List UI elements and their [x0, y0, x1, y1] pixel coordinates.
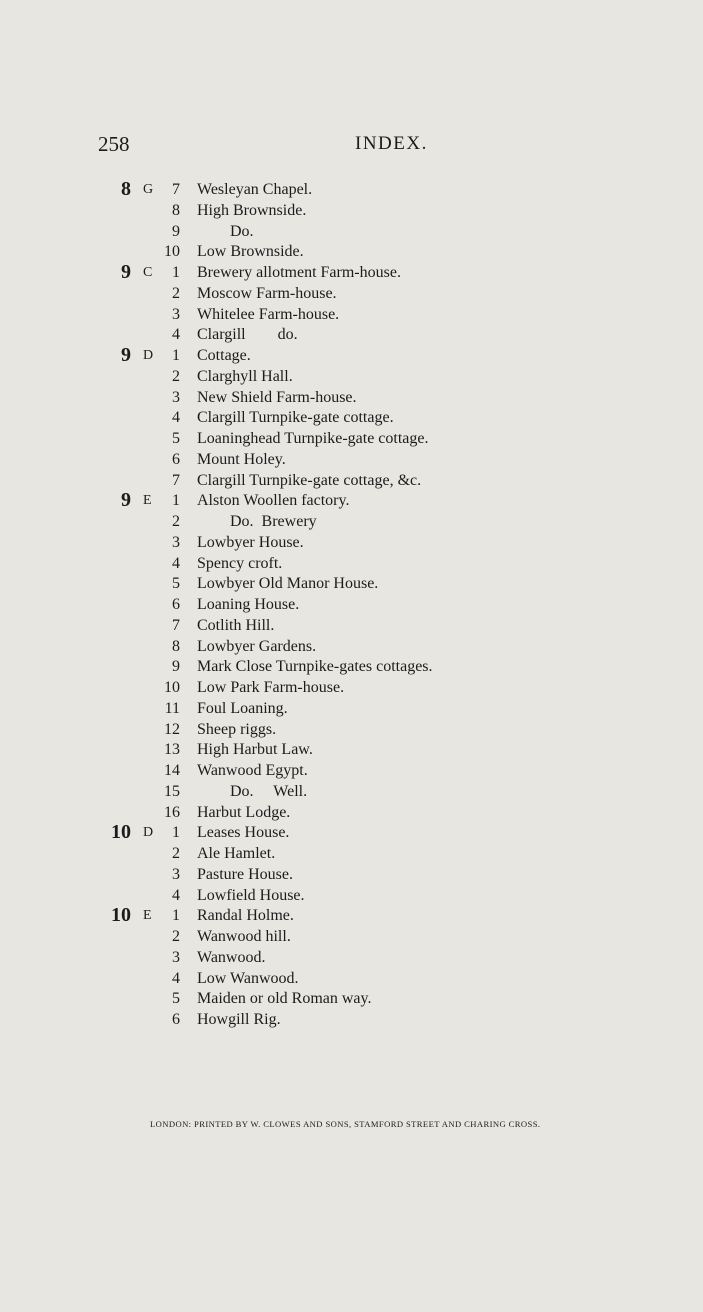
index-row	[0, 699, 703, 720]
index-row	[0, 408, 703, 429]
page-number: 258	[98, 132, 130, 156]
index-entries	[0, 180, 703, 1031]
index-row	[0, 491, 703, 512]
item-name: Randal Holme.	[197, 907, 294, 925]
item-name: Spency croft.	[197, 554, 283, 572]
item-name: New Shield Farm-house.	[197, 388, 357, 406]
index-row	[0, 865, 703, 886]
index-row	[0, 471, 703, 492]
item-name: Clarghyll Hall.	[197, 367, 293, 385]
running-title: INDEX.	[355, 133, 428, 154]
index-row	[0, 512, 703, 533]
item-number: 1	[172, 492, 180, 510]
item-number: 12	[164, 720, 180, 738]
item-name: Cottage.	[197, 347, 251, 364]
item-name: Howgill Rig.	[197, 1011, 281, 1028]
item-name: Loaninghead Turnpike-gate cottage.	[197, 430, 429, 447]
item-name: Wesleyan Chapel.	[197, 181, 313, 198]
section-number: 10	[111, 904, 131, 927]
index-row	[0, 263, 703, 284]
item-name: Low Brownside.	[197, 243, 304, 261]
index-row	[0, 595, 703, 616]
item-name: Clargill Turnpike-gate cottage, &c.	[197, 471, 422, 489]
index-row	[0, 367, 703, 388]
section-letter: E	[143, 908, 152, 924]
item-name: Lowbyer House.	[197, 533, 304, 551]
index-row	[0, 284, 703, 305]
section-letter: G	[143, 182, 154, 197]
item-number: 3	[172, 305, 180, 323]
index-row	[0, 388, 703, 409]
item-name: Lowfield House.	[197, 886, 305, 904]
item-name: Loaning House.	[197, 596, 300, 613]
item-number: 4	[172, 326, 180, 344]
index-row	[0, 1010, 703, 1031]
item-number: 15	[164, 782, 180, 800]
section-letter: D	[143, 825, 154, 841]
index-row	[0, 325, 703, 346]
item-number: 1	[172, 347, 180, 364]
item-number: 2	[172, 928, 180, 945]
index-row	[0, 906, 703, 927]
index-row	[0, 201, 703, 222]
item-name: Alston Woollen factory.	[197, 492, 350, 510]
item-number: 2	[172, 845, 180, 862]
item-name: Low Park Farm-house.	[197, 679, 345, 696]
item-name: Mark Close Turnpike-gates cottages.	[197, 658, 433, 676]
index-row	[0, 740, 703, 761]
item-name: High Harbut Law.	[197, 741, 313, 759]
section-letter: D	[143, 348, 154, 363]
item-number: 6	[172, 450, 180, 468]
section-number: 10	[111, 821, 131, 844]
item-number: 5	[172, 575, 180, 593]
item-number: 13	[164, 741, 180, 759]
item-name: Ale Hamlet.	[197, 845, 276, 862]
index-row	[0, 450, 703, 471]
item-number: 4	[172, 554, 180, 572]
item-number: 8	[172, 637, 180, 655]
item-name: Moscow Farm-house.	[197, 284, 337, 302]
item-name: Pasture House.	[197, 865, 293, 883]
index-row	[0, 346, 703, 367]
item-number: 2	[172, 367, 180, 385]
item-number: 14	[164, 762, 180, 779]
index-row	[0, 637, 703, 658]
item-name: Do. Brewery	[230, 513, 317, 530]
index-row	[0, 222, 703, 243]
item-number: 11	[164, 699, 180, 717]
printer-imprint: LONDON: PRINTED BY W. CLOWES AND SONS, STAMFORD STREET AND CHARING CROSS.	[150, 1119, 541, 1129]
index-row	[0, 761, 703, 782]
item-name: Foul Loaning.	[197, 699, 288, 717]
item-number: 16	[164, 803, 180, 821]
item-number: 2	[172, 513, 180, 530]
index-row	[0, 554, 703, 575]
index-row	[0, 948, 703, 969]
item-name: Lowbyer Old Manor House.	[197, 575, 379, 593]
item-number: 10	[164, 679, 180, 696]
index-row	[0, 969, 703, 990]
index-row	[0, 844, 703, 865]
item-number: 1	[172, 907, 180, 925]
index-row	[0, 657, 703, 678]
item-name: Clargill Turnpike-gate cottage.	[197, 409, 394, 427]
item-number: 1	[172, 264, 180, 281]
item-name: Cotlith Hill.	[197, 616, 275, 634]
item-number: 3	[172, 533, 180, 551]
index-row	[0, 429, 703, 450]
section-number: 9	[121, 344, 131, 366]
item-name: Mount Holey.	[197, 450, 286, 468]
item-number: 8	[172, 201, 180, 219]
section-letter: E	[143, 493, 152, 509]
item-number: 3	[172, 865, 180, 883]
item-number: 4	[172, 886, 180, 904]
index-row	[0, 180, 703, 201]
item-number: 2	[172, 284, 180, 302]
item-number: 4	[172, 409, 180, 427]
item-number: 6	[172, 1011, 180, 1028]
item-number: 9	[172, 658, 180, 676]
item-name: Lowbyer Gardens.	[197, 637, 317, 655]
item-number: 9	[172, 222, 180, 240]
item-number: 3	[172, 948, 180, 966]
index-row	[0, 989, 703, 1010]
section-number: 9	[121, 261, 131, 283]
section-number: 8	[121, 178, 131, 200]
item-number: 1	[172, 824, 180, 842]
item-name: Do. Well.	[230, 782, 308, 800]
item-name: Wanwood.	[197, 948, 266, 966]
index-row	[0, 533, 703, 554]
index-row	[0, 242, 703, 263]
section-number: 9	[121, 489, 131, 512]
item-name: Low Wanwood.	[197, 969, 299, 987]
item-name: Leases House.	[197, 824, 290, 842]
item-name: Brewery allotment Farm-house.	[197, 264, 401, 281]
item-number: 3	[172, 388, 180, 406]
item-number: 7	[172, 616, 180, 634]
item-name: Do.	[230, 222, 254, 240]
index-row	[0, 305, 703, 326]
index-row	[0, 886, 703, 907]
index-row	[0, 616, 703, 637]
item-name: Maiden or old Roman way.	[197, 990, 372, 1008]
item-number: 10	[164, 243, 180, 261]
item-name: Sheep riggs.	[197, 720, 277, 738]
item-name: Clargill do.	[197, 326, 298, 344]
index-row	[0, 574, 703, 595]
item-name: Wanwood Egypt.	[197, 762, 308, 779]
index-row	[0, 782, 703, 803]
item-number: 7	[172, 471, 180, 489]
item-name: Wanwood hill.	[197, 928, 291, 945]
item-number: 6	[172, 596, 180, 613]
index-row	[0, 803, 703, 824]
item-number: 7	[172, 181, 180, 198]
index-row	[0, 720, 703, 741]
index-row	[0, 927, 703, 948]
item-number: 4	[172, 969, 180, 987]
item-name: Whitelee Farm-house.	[197, 305, 340, 323]
section-letter: C	[143, 265, 153, 280]
item-number: 5	[172, 430, 180, 447]
item-number: 5	[172, 990, 180, 1008]
item-name: High Brownside.	[197, 201, 307, 219]
index-row	[0, 823, 703, 844]
item-name: Harbut Lodge.	[197, 803, 291, 821]
index-row	[0, 678, 703, 699]
